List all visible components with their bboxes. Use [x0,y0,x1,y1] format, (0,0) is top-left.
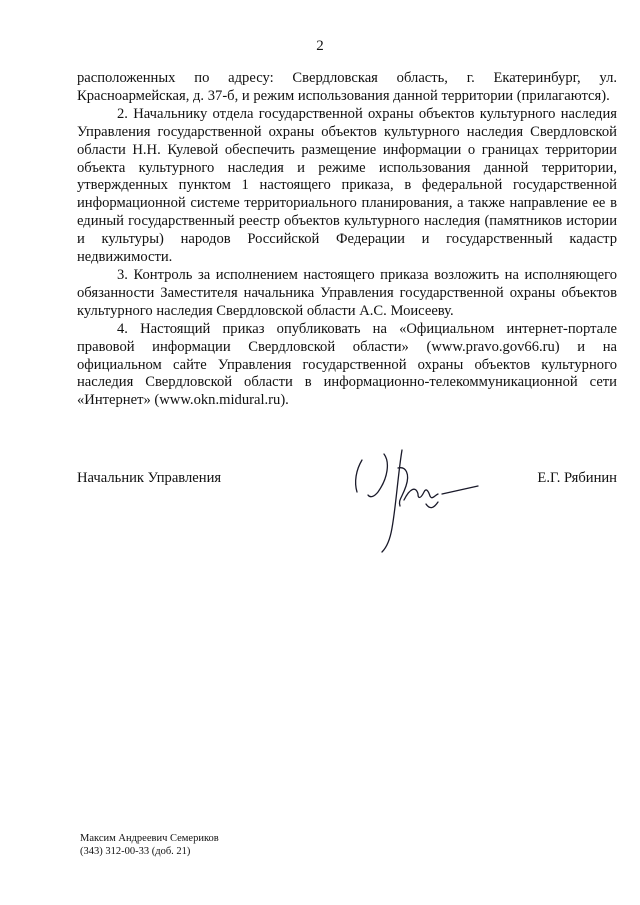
paragraph-item-3: 3. Контроль за исполнением настоящего приказа возложить на исполняющего обязанности Заместителя начальника Управления государственной охраны объектов культурного наследия Свердловской области А.С. Моисееву. [77,266,617,319]
signatory-position: Начальник Управления [77,470,222,486]
paragraph-item-4: 4. Настоящий приказ опубликовать на «Официальном интернет-портале правовой информации Свердловской области» (www.pravo.gov66.ru) и на официальном сайте Управления государственной охраны объектов культурного наследия Свердловской области в информационно-телекоммуникационной сети «Интернет» (www.okn.midural.ru). [77,320,617,409]
signatory-name: Е.Г. Рябинин [537,470,617,486]
page-number: 2 [316,38,324,54]
document-body [77,70,617,410]
paragraph-continuation: расположенных по адресу: Свердловская область, г. Екатеринбург, ул. Красноармейская, д. 37-б, и режим использования данной территории (прилагаются). [77,70,617,104]
executor-phone: (343) 312-00-33 (доб. 21) [80,846,191,857]
paragraph-item-2: 2. Начальнику отдела государственной охраны объектов культурного наследия Управления государственной охраны объектов культурного наследия Свердловской области Н.Н. Кулевой обеспечить размещение информации о границах территории объекта культурного наследия и режиме использования данной территории, утвержденных пунктом 1 настоящего приказа, в федеральной государственной информационной системе территориального планирования, а также направление ее в единый государственный реестр объектов культурного наследия (памятников истории и культуры) народов Российской Федерации и государственный кадастр недвижимости. [77,105,617,266]
executor-info [80,832,219,858]
handwritten-signature [346,448,486,563]
executor-name: Максим Андреевич Семериков [80,833,219,844]
